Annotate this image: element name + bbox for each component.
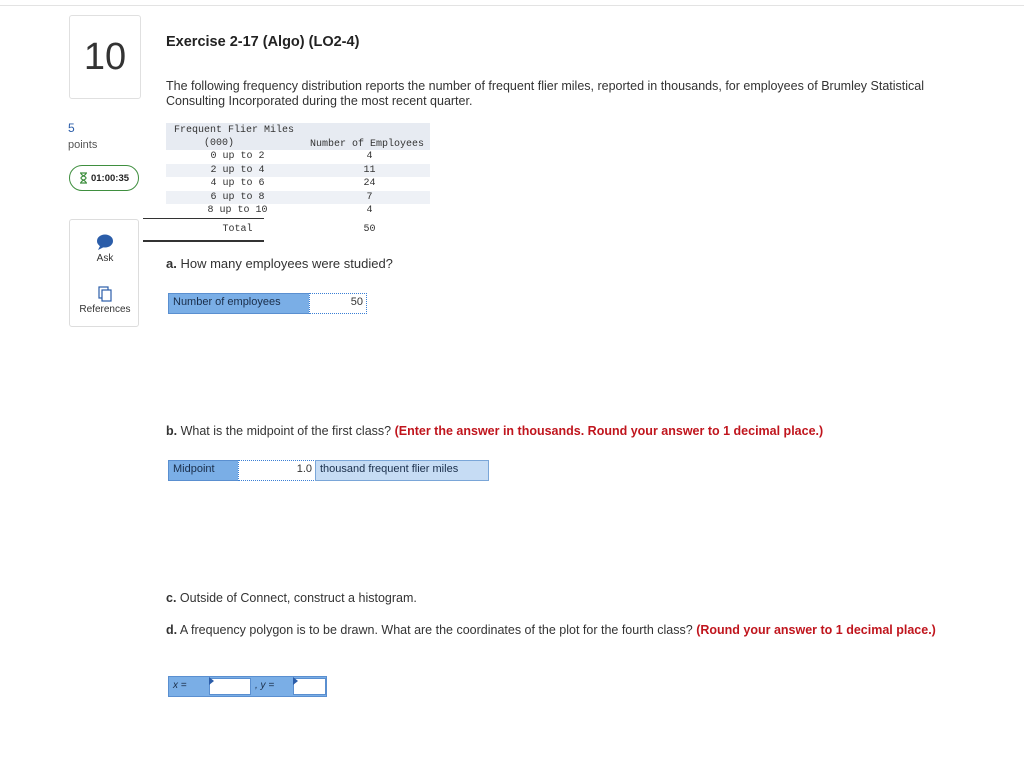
chat-bubble-icon xyxy=(95,233,115,251)
part-a-question xyxy=(166,256,393,271)
table-total-row xyxy=(166,223,430,237)
header-miles-unit: (000) xyxy=(204,138,235,149)
top-divider xyxy=(0,5,1024,6)
part-c-text xyxy=(166,591,417,605)
table-row xyxy=(166,177,430,191)
ask-button[interactable] xyxy=(70,233,140,264)
table-underline xyxy=(143,218,264,219)
table-row xyxy=(166,204,430,218)
y-label: , y = xyxy=(255,680,275,691)
points-label: points xyxy=(68,139,98,151)
midpoint-label: Midpoint xyxy=(168,460,239,481)
x-flag-icon xyxy=(209,677,214,685)
timer-value: 01:00:35 xyxy=(90,172,130,184)
total-value: 50 xyxy=(363,224,376,235)
cell-miles: 2 up to 4 xyxy=(210,164,265,176)
x-coordinate-input[interactable] xyxy=(209,678,251,695)
references-label: References xyxy=(79,304,131,315)
cell-employees: 4 xyxy=(366,151,373,162)
ask-label: Ask xyxy=(96,253,114,264)
cell-employees: 11 xyxy=(363,164,376,176)
part-c-content: Outside of Connect, construct a histogram. xyxy=(179,591,417,605)
part-b-text: What is the midpoint of the first class? xyxy=(180,424,392,438)
part-d-hint: (Round your answer to 1 decimal place.) xyxy=(696,623,936,637)
cell-miles: 8 up to 10 xyxy=(207,205,268,216)
question-number: 10 xyxy=(69,15,141,99)
points-value: 5 xyxy=(68,121,75,135)
header-employees: Number of Employees xyxy=(310,139,425,150)
hourglass-icon xyxy=(79,172,88,184)
side-tools xyxy=(69,219,139,327)
part-d-letter: d. xyxy=(166,623,178,637)
cell-miles: 6 up to 8 xyxy=(210,191,265,203)
part-d-question xyxy=(166,622,986,638)
employees-label: Number of employees xyxy=(168,293,310,314)
midpoint-answer-input[interactable]: 1.0 xyxy=(238,460,316,481)
total-label: Total xyxy=(222,224,253,235)
x-label: x = xyxy=(173,680,187,691)
coordinates-group xyxy=(168,676,327,697)
part-a-text: How many employees were studied? xyxy=(180,256,393,271)
part-d-text: A frequency polygon is to be drawn. What are the coordinates of the plot for the fourth class? xyxy=(179,623,693,637)
employees-answer-input[interactable]: 50 xyxy=(309,293,367,314)
references-button[interactable] xyxy=(70,286,140,315)
cell-employees: 24 xyxy=(363,178,376,189)
part-b-question xyxy=(166,424,823,438)
part-a-letter: a. xyxy=(166,256,177,271)
documents-icon xyxy=(97,286,113,302)
part-c-letter: c. xyxy=(166,591,177,605)
table-row xyxy=(166,164,430,178)
part-b-hint: (Enter the answer in thousands. Round your answer to 1 decimal place.) xyxy=(394,424,824,438)
cell-miles: 4 up to 6 xyxy=(210,178,265,189)
cell-employees: 7 xyxy=(366,191,373,203)
header-miles: Frequent Flier Miles xyxy=(174,125,295,136)
table-row xyxy=(166,150,430,164)
part-b-letter: b. xyxy=(166,424,178,438)
cell-employees: 4 xyxy=(366,205,373,216)
table-row xyxy=(166,191,430,205)
y-flag-icon xyxy=(293,677,298,685)
exercise-title: Exercise 2-17 (Algo) (LO2-4) xyxy=(166,34,360,50)
cell-miles: 0 up to 2 xyxy=(210,151,265,162)
timer[interactable] xyxy=(69,165,139,191)
intro-text: The following frequency distribution reports the number of frequent flier miles, reported in thousands, for employees of Brumley Statistical Consulting Incorporated during the most recent quarter. xyxy=(166,79,925,108)
table-double-underline xyxy=(143,240,264,242)
midpoint-unit: thousand frequent flier miles xyxy=(315,460,489,481)
